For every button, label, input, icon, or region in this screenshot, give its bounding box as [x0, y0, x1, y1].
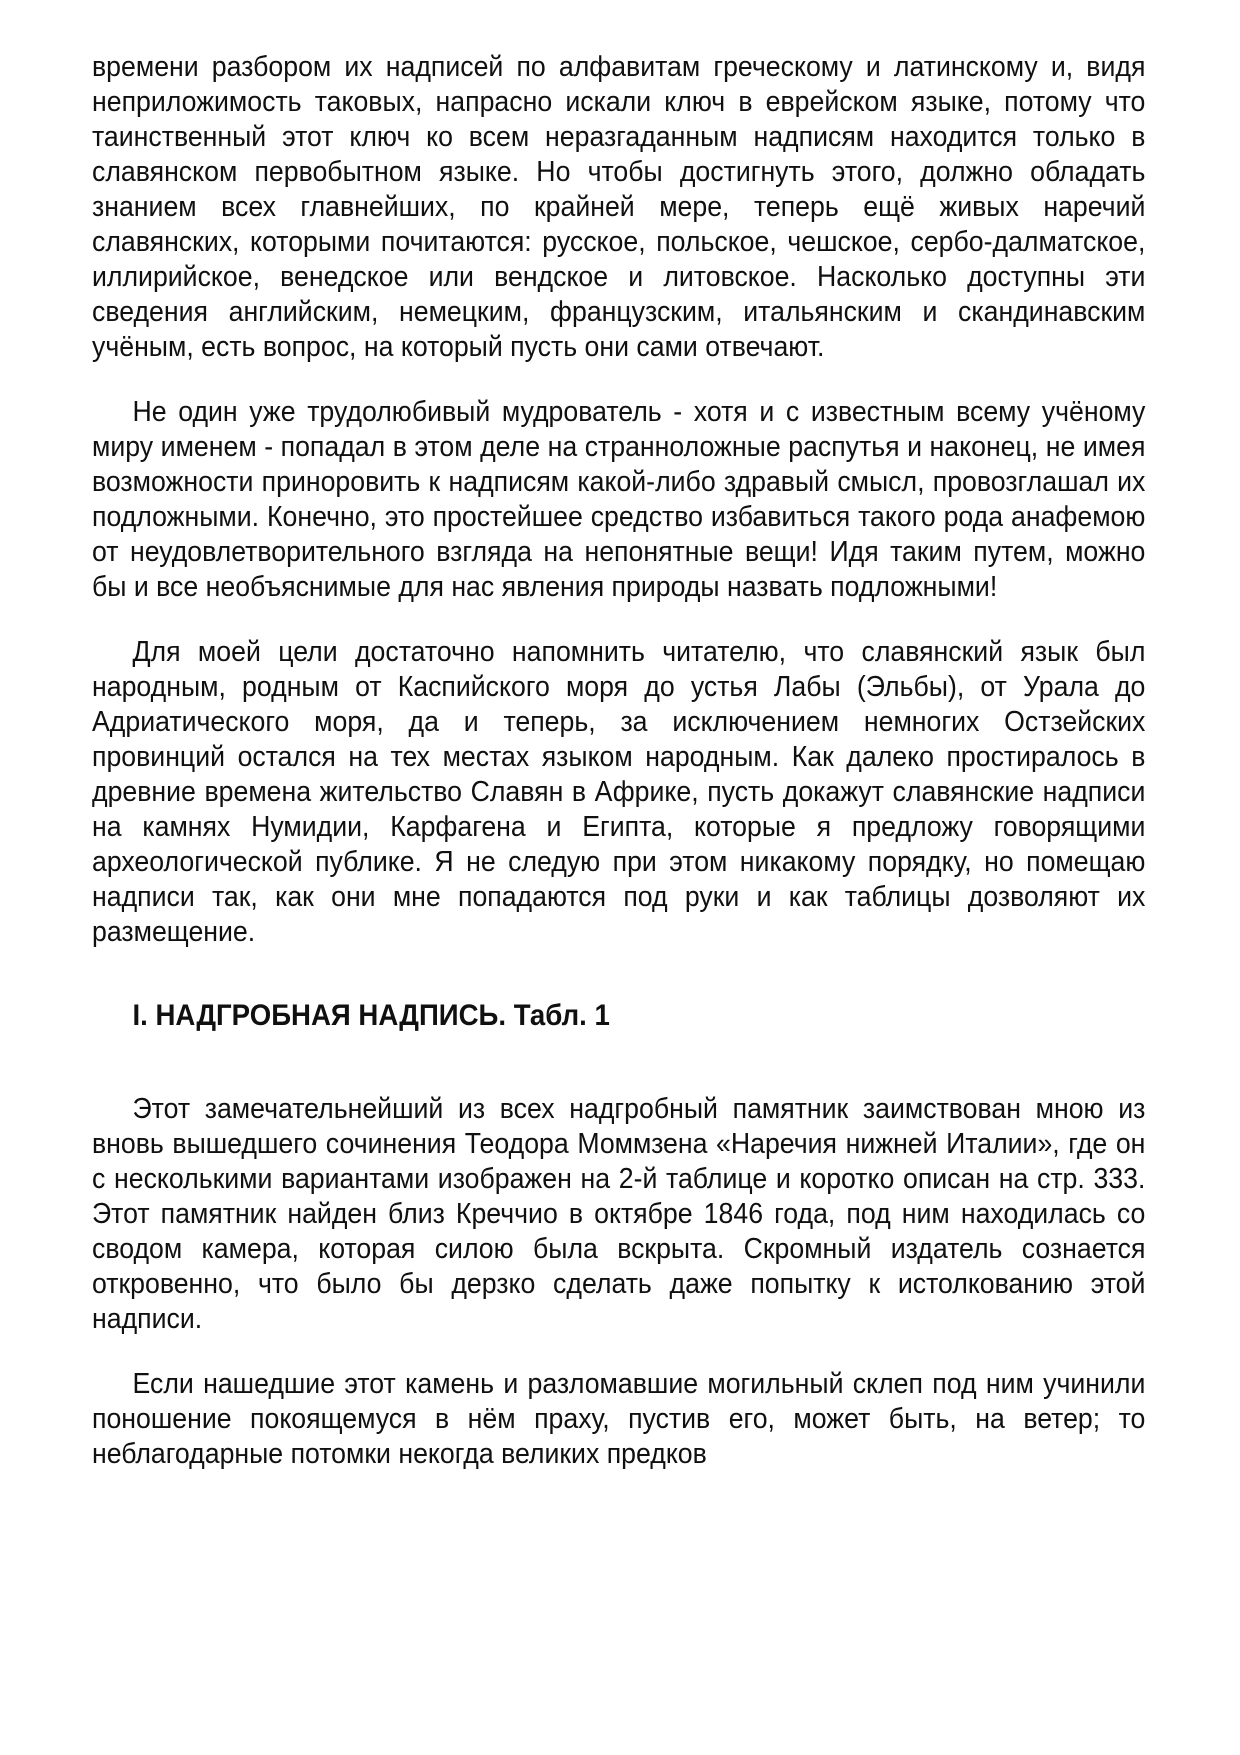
paragraph: Не один уже трудолюбивый мудрователь - хотя и с известным всему учёному миру именем - попадал в этом деле на странноложные распутья и наконец, не имея возможности приноровить к надписям какой-либо здравый смысл, провозглашал их подложными. Конечно, это простейшее средство избавиться такого рода анафемою от неудовлетворительного взгляда на непонятные вещи! Идя таким путем, можно бы и все необъяснимые для нас явления природы назвать подложными!	[92, 396, 1146, 603]
paragraph-continuation: времени разбором их надписей по алфавитам греческому и латинскому и, видя неприложимость таковых, напрасно искали ключ в еврейском языке, потому что таинственный этот ключ ко всем неразгаданным надписям находится только в славянском первобытном языке. Но чтобы достигнуть этого, должно обладать знанием всех главнейших, по крайней мере, теперь ещё живых наречий славянских, которыми почитаются: русское, польское, чешское, сербо-далматское, иллирийское, венедское или вендское и литовское. Насколько доступны эти сведения английским, немецким, французским, итальянским и скандинавским учёным, есть вопрос, на который пусть они сами отвечают.	[92, 51, 1146, 363]
paragraph: Если нашедшие этот камень и разломавшие могильный склеп под ним учинили поношение покоящемуся в нём праху, пустив его, может быть, на ветер; то неблагодарные потомки некогда великих предков	[92, 1368, 1146, 1470]
section-heading: I. НАДГРОБНАЯ НАДПИСЬ. Табл. 1	[132, 999, 610, 1032]
text-column	[92, 50, 1145, 1472]
paragraph: Этот замечательнейший из всех надгробный памятник заимствован мною из вновь вышедшего сочинения Теодора Моммзена «Наречия нижней Италии», где он с несколькими вариантами изображен на 2-й таблице и коротко описан на стр. 333. Этот памятник найден близ Креччио в октябре 1846 года, под ним находилась со сводом камера, которая силою была вскрыта. Скромный издатель сознается откровенно, что было бы дерзко сделать даже попытку к истолкованию этой надписи.	[92, 1093, 1146, 1335]
paragraph: Для моей цели достаточно напомнить читателю, что славянский язык был народным, родным от Каспийского моря до устья Лабы (Эльбы), от Урала до Адриатического моря, да и теперь, за исключением немногих Остзейских провинций остался на тех местах языком народным. Как далеко простиралось в древние времена жительство Славян в Африке, пусть докажут славянские надписи на камнях Нумидии, Карфагена и Египта, которые я предложу говорящими археологической публике. Я не следую при этом никакому порядку, но помещаю надписи так, как они мне попадаются под руки и как таблицы дозволяют их размещение.	[92, 636, 1146, 948]
